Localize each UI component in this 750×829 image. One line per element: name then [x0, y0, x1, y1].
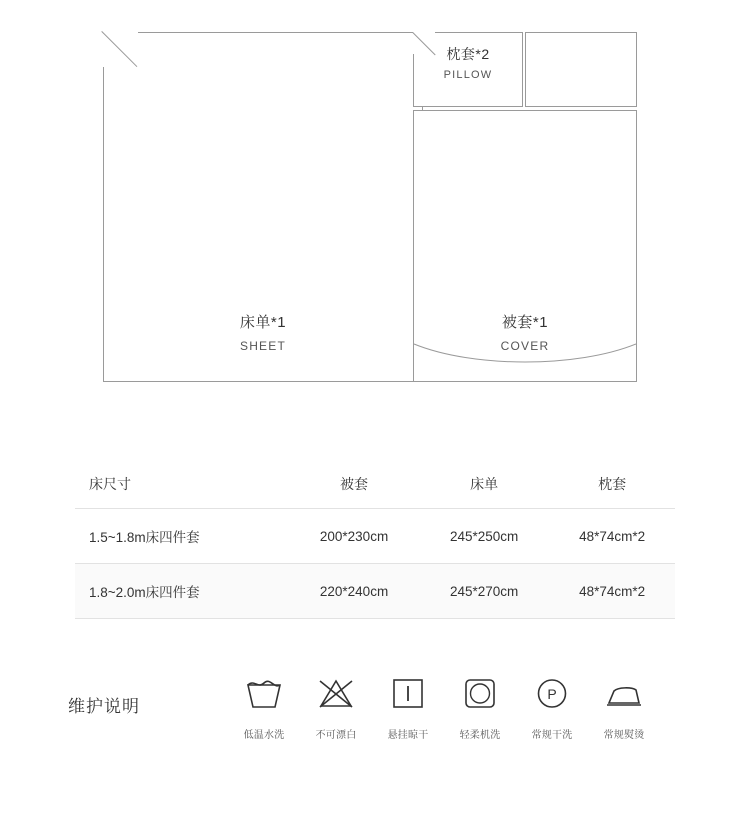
cell-pillowcase: 48*74cm*2: [549, 564, 675, 619]
care-item-label: 悬挂晾干: [387, 730, 429, 741]
cell-sheet: 245*250cm: [419, 509, 549, 564]
care-item-label: 不可漂白: [315, 730, 357, 741]
cover-label-cn: 被套*1: [501, 314, 549, 331]
cell-duvet-cover: 200*230cm: [289, 509, 419, 564]
care-item-label: 常规干洗: [531, 730, 573, 741]
cell-bed-size: 1.8~2.0m床四件套: [75, 564, 289, 619]
care-item-normal-iron: [588, 672, 660, 741]
pillowcase-shape-2: [525, 32, 637, 107]
table-header-sheet: 床单: [419, 460, 549, 509]
table-header-duvet-cover: 被套: [289, 460, 419, 509]
normal-iron-icon: [588, 672, 660, 714]
sheet-label-cn: 床单*1: [239, 314, 287, 331]
table-header-bed-size: 床尺寸: [75, 460, 289, 509]
care-item-label: 低温水洗: [243, 730, 285, 741]
cover-label: [413, 313, 637, 354]
table-header-row: [75, 460, 675, 509]
pillow-label: [413, 45, 523, 83]
cell-bed-size: 1.5~1.8m床四件套: [75, 509, 289, 564]
pillow-label-en: PILLOW: [443, 68, 493, 81]
gentle-machine-wash-icon: [444, 672, 516, 714]
cover-label-en: COVER: [500, 339, 550, 354]
cell-sheet: 245*270cm: [419, 564, 549, 619]
table-row: [75, 509, 675, 564]
care-item-label: 轻柔机洗: [459, 730, 501, 741]
care-section-title: 维护说明: [68, 697, 140, 716]
normal-dry-clean-icon: [516, 672, 588, 714]
do-not-bleach-icon: [300, 672, 372, 714]
care-item-low-temp-wash: [228, 672, 300, 741]
pillow-label-cn: 枕套*2: [446, 46, 490, 62]
care-item-gentle-machine-wash: [444, 672, 516, 741]
size-table-wrapper: [75, 460, 675, 619]
care-icon-row: [228, 672, 678, 741]
care-item-hang-dry: [372, 672, 444, 741]
sheet-folded-corner: [102, 31, 138, 67]
low-temp-wash-icon: [228, 672, 300, 714]
hang-dry-icon: [372, 672, 444, 714]
care-instructions-section: [0, 672, 750, 762]
sheet-label: [103, 313, 423, 354]
cell-pillowcase: 48*74cm*2: [549, 509, 675, 564]
table-row: [75, 564, 675, 619]
care-item-normal-dry-clean: [516, 672, 588, 741]
size-table: [75, 460, 675, 619]
care-item-label: 常规熨烫: [603, 730, 645, 741]
table-header-pillowcase: 枕套: [549, 460, 675, 509]
care-item-do-not-bleach: [300, 672, 372, 741]
svg-text:P: P: [547, 686, 557, 702]
sheet-label-en: SHEET: [239, 339, 286, 354]
cell-duvet-cover: 220*240cm: [289, 564, 419, 619]
